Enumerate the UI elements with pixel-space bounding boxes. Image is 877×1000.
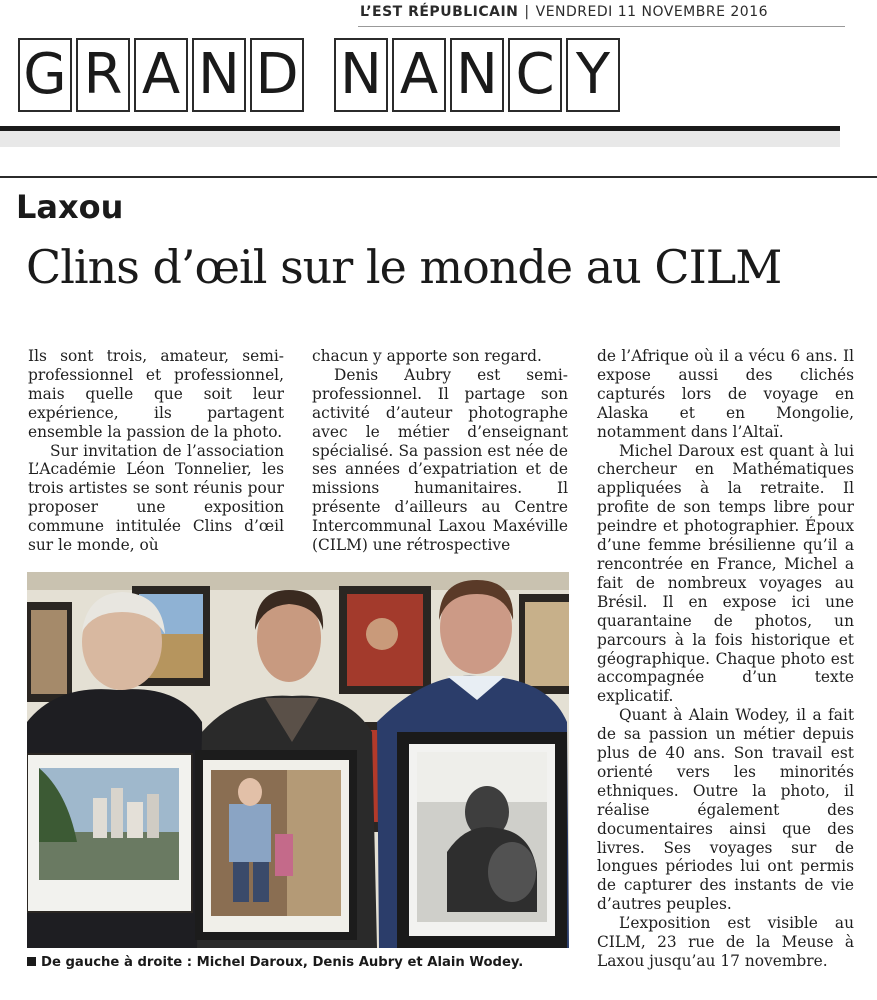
- section-letter-tile: Y: [566, 38, 620, 112]
- section-letter-tile: R: [76, 38, 130, 112]
- article-rule: [0, 176, 877, 178]
- article-paragraph: Michel Daroux est quant à lui chercheur en Mathématiques appliquées à la retraite. Il profite de son temps libre pour peindre et photographier. Époux d’une femme brésilienne qu’il a rencontrée en France, Michel a fait de nombreux voyages au Brésil. Il en expose ici une quarantaine de photos, un parcours à la fois historique et géographique. Chaque photo est accompagnée d’un texte explicatif.: [597, 441, 854, 706]
- masthead-separator: |: [524, 4, 530, 20]
- masthead-rule: [358, 26, 845, 27]
- article-paragraph: Quant à Alain Wodey, il a fait de sa passion un métier depuis plus de 40 ans. Son travail est orienté vers les minorités ethniques. Outre la photo, il réalise également des documentaires ainsi que des livres. Ses voyages sur de longues périodes lui ont permis de capturer des instants de vie d’autres peuples.: [597, 706, 854, 914]
- article-paragraph: Sur invitation de l’association L’Académie Léon Tonnelier, les trois artistes se sont réunis pour proposer une exposition commune intitulée Clins d’œil sur le monde, où: [28, 441, 284, 555]
- photo-caption: [27, 955, 587, 970]
- section-letter-tile: C: [508, 38, 562, 112]
- caption-square-icon: [27, 957, 36, 966]
- article-headline: Clins d’œil sur le monde au CILM: [26, 240, 782, 294]
- article-paragraph: Ils sont trois, amateur, semi-professionnel et professionnel, mais quelle que soit leur expérience, ils partagent ensemble la passion de la photo.: [28, 347, 284, 441]
- article-paragraph: L’exposition est visible au CILM, 23 rue de la Meuse à Laxou jusqu’au 17 novembre.: [597, 914, 854, 970]
- article-column-3: [597, 347, 854, 971]
- section-title: [18, 38, 620, 112]
- article-paragraph: Denis Aubry est semi-professionnel. Il partage son activité d’auteur photographe avec le métier d’enseignant spécialisé. Sa passion est née de ses années d’expatriation et de missions humanitaires. Il présente d’ailleurs au Centre Intercommunal Laxou Maxéville (CILM) une rétrospective: [312, 365, 568, 555]
- section-letter-tile: N: [450, 38, 504, 112]
- issue-date: VENDREDI 11 NOVEMBRE 2016: [535, 4, 769, 20]
- section-letter-tile: N: [334, 38, 388, 112]
- section-letter-tile: N: [192, 38, 246, 112]
- article-column-1: [28, 347, 284, 555]
- article-locality: Laxou: [16, 188, 124, 226]
- section-letter-tile: G: [18, 38, 72, 112]
- caption-text: De gauche à droite : Michel Daroux, Denis Aubry et Alain Wodey.: [41, 955, 524, 970]
- section-rule-shadow: [0, 131, 840, 147]
- publication-name: L’EST RÉPUBLICAIN: [360, 4, 519, 20]
- section-letter-tile: D: [250, 38, 304, 112]
- section-letter-tile: A: [392, 38, 446, 112]
- section-letter-tile: A: [134, 38, 188, 112]
- masthead: [360, 4, 845, 20]
- article-paragraph: de l’Afrique où il a vécu 6 ans. Il expose aussi des clichés capturés lors de voyage en Alaska et en Mongolie, notamment dans l’Altaï.: [597, 347, 854, 441]
- article-photo: [27, 572, 569, 948]
- article-column-2: [312, 347, 568, 555]
- article-paragraph: chacun y apporte son regard.: [312, 347, 542, 365]
